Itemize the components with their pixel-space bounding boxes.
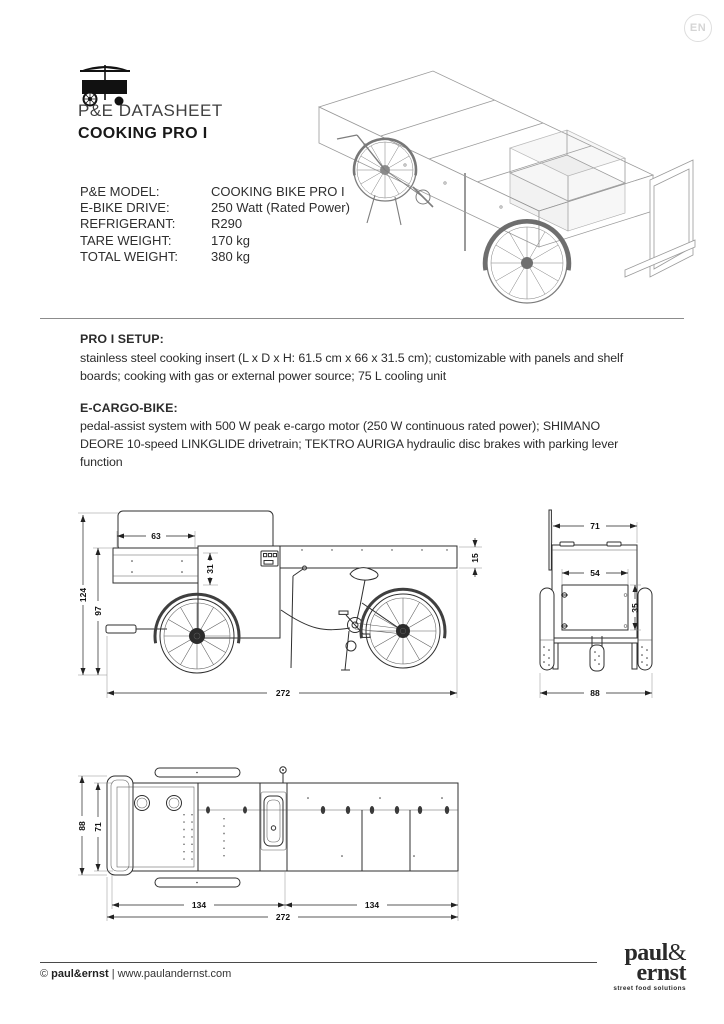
spec-value: R290 [211, 216, 243, 232]
section-body: stainless steel cooking insert (L x D x H: 61.5 cm x 66 x 31.5 cm); customizable with panels and shelf boards; cooking with gas or external power source; 75 L cooling unit [80, 350, 624, 383]
spec-value: 170 kg [211, 232, 251, 248]
dim-plank-width: 63 [151, 531, 161, 541]
spec-label: TARE WEIGHT: [80, 232, 172, 248]
section-e-cargo-bike [80, 400, 636, 472]
language-badge-label: EN [689, 22, 707, 34]
section-heading: E-CARGO-BIKE: [80, 400, 178, 415]
page-subtitle: COOKING PRO I [78, 125, 208, 142]
rear-right-wheel [638, 588, 652, 670]
spec-value: 380 kg [211, 248, 251, 264]
dim-box-width: 71 [590, 521, 600, 531]
steering-head [280, 767, 286, 783]
section-body: pedal-assist system with 500 W peak e-cargo motor (250 W continuous rated power); SHIMANO DEORE 10-speed LINKGLIDE drivetrain; TEKTRO AURIGA hydraulic disc brakes with parking lever function [80, 419, 619, 470]
food-cart-icon [74, 60, 136, 107]
section-divider [40, 318, 684, 319]
logo-ampersand: & [667, 940, 686, 966]
dim-hatch-width: 54 [590, 568, 600, 578]
cargo-box-iso [319, 71, 653, 247]
footer-copyright [40, 968, 231, 980]
logo-tagline: street food solutions [613, 985, 686, 993]
dim-overall-length-top: 272 [275, 912, 291, 922]
spec-label: REFRIGERANT: [80, 216, 176, 232]
footer-divider [40, 962, 597, 963]
side-view-drawing [62, 498, 512, 716]
spec-label: TOTAL WEIGHT: [80, 248, 178, 264]
spec-label: P&E MODEL: [80, 184, 160, 199]
spec-label: E-BIKE DRIVE: [80, 200, 170, 216]
bicycle [281, 566, 403, 670]
copyright-symbol: © [40, 968, 52, 980]
rear-wheel [361, 589, 445, 668]
footer-website: | www.paulandernst.com [108, 968, 232, 980]
page-title: P&E DATASHEET [78, 101, 223, 120]
dim-overall-length: 272 [275, 688, 291, 698]
spec-value: 250 Watt (Rated Power) [211, 200, 350, 216]
dim-track-width: 88 [590, 688, 600, 698]
dim-box-height: 97 [93, 606, 103, 616]
top-view-drawing [62, 756, 482, 934]
dim-overall-width: 88 [77, 821, 87, 831]
description-sections [80, 331, 636, 472]
rear-view-drawing [535, 498, 670, 716]
brand-logo [613, 940, 686, 993]
dim-hatch-height: 35 [630, 603, 640, 613]
dim-rail-height: 15 [470, 553, 480, 563]
logo-line-2: ernst [636, 959, 686, 986]
top-view-geometry [107, 767, 458, 887]
spec-value: COOKING BIKE PRO I [211, 184, 345, 199]
dim-rear-module-length: 134 [364, 900, 380, 910]
rear-left-wheel [540, 588, 554, 670]
footer-brand: paul&ernst [51, 968, 109, 980]
isometric-drawing [305, 55, 700, 313]
dim-body-width: 71 [93, 822, 103, 832]
section-pro-i-setup [80, 331, 636, 386]
dim-front-module-length: 134 [191, 900, 207, 910]
section-heading: PRO I SETUP: [80, 332, 164, 346]
logo-word-paul: paul [624, 940, 668, 966]
dim-overall-height: 124 [78, 587, 88, 603]
dim-insert-height: 31 [205, 564, 215, 574]
language-badge [684, 14, 712, 42]
